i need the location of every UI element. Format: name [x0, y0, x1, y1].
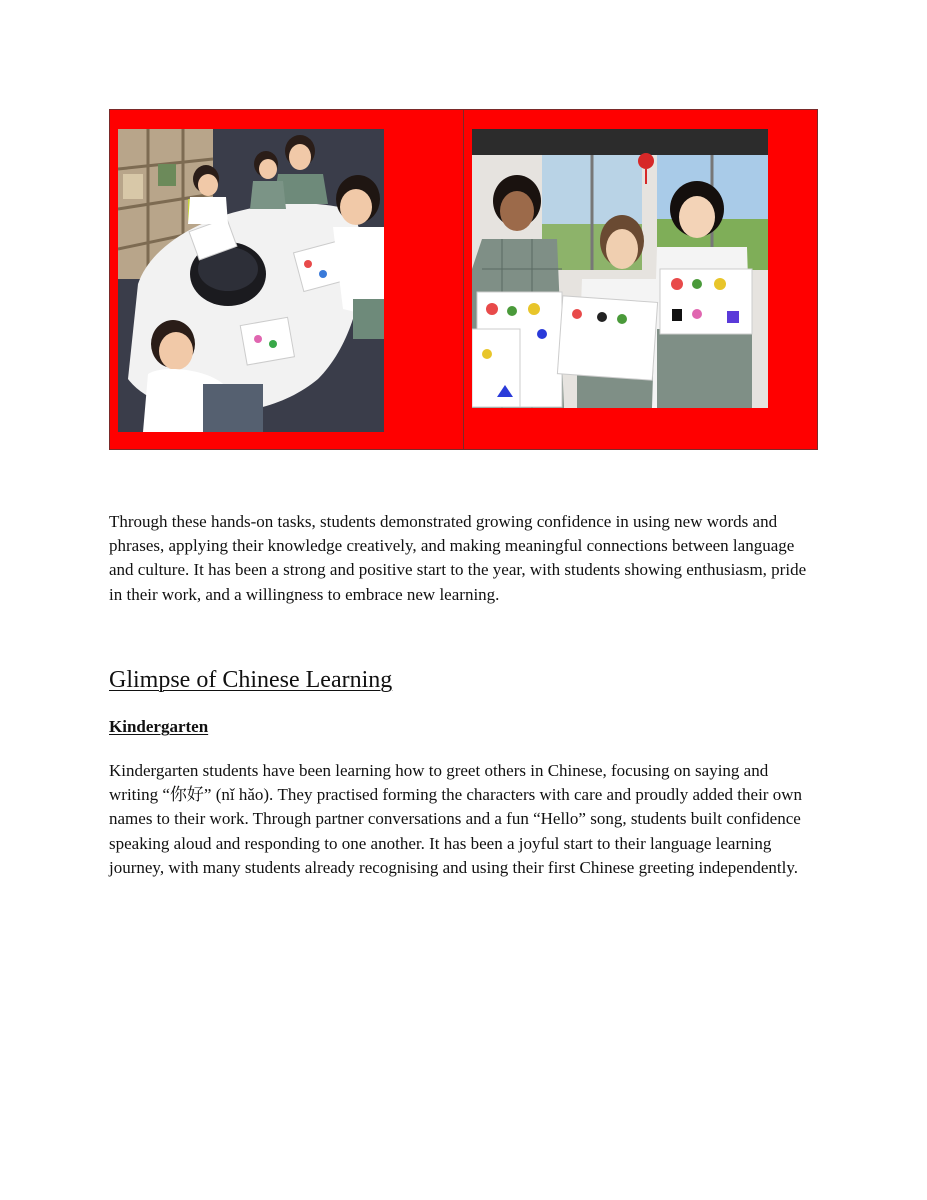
photo-table — [109, 109, 818, 450]
section-body-paragraph: Kindergarten students have been learning how to greet others in Chinese, focusing on saying and writing “你好” (nǐ hǎo). They practised forming the characters with care and proudly added their own names to their work. Through partner conversations and a fun “Hello” song, students built confidence speaking aloud and responding to one another. It has been a joyful start to their language learning journey, with many students already recognising and using their first Chinese greeting independently. — [109, 761, 802, 877]
students-holding-worksheets-photo — [472, 129, 768, 408]
photo-cell-left — [110, 110, 464, 449]
section-heading: Glimpse of Chinese Learning — [109, 667, 393, 693]
classroom-table-photo — [118, 129, 384, 432]
photo-cell-right — [464, 110, 817, 449]
intro-paragraph: Through these hands-on tasks, students demonstrated growing confidence in using new words and phrases, applying their knowledge creatively, and making meaningful connections between language and culture. It has been a strong and positive start to the year, with students showing enthusiasm, pride in their work, and a willingness to embrace new learning. — [109, 512, 807, 604]
section-subheading: Kindergarten — [109, 717, 209, 736]
